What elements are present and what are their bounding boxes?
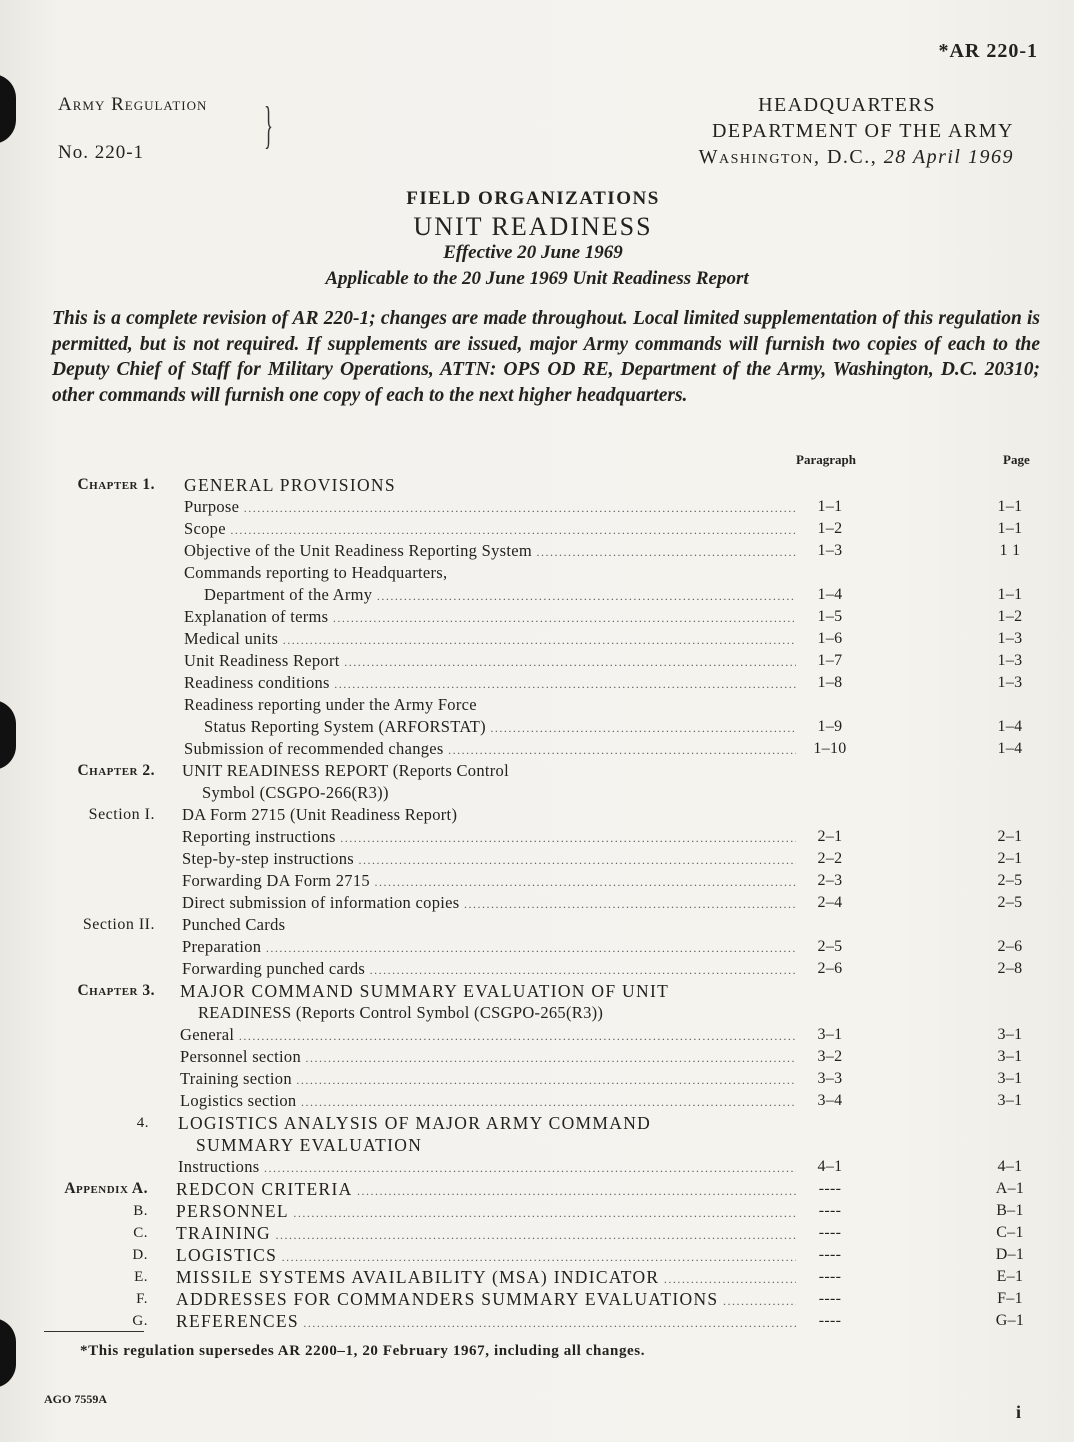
department: DEPARTMENT OF THE ARMY [711,120,1014,142]
toc-label: B. [133,1203,148,1219]
toc-page: C–1 [996,1224,1024,1241]
toc-page: 2–5 [997,872,1023,889]
toc-page: 2–6 [997,938,1023,955]
toc-entry [0,870,1074,892]
issue-date: 28 April 1969 [883,146,1014,168]
toc-page: 1–4 [997,718,1023,735]
toc-label: D. [132,1247,148,1263]
toc-paragraph: 2–6 [817,960,843,977]
toc-page: 1 1 [999,542,1021,559]
toc-paragraph: 1–9 [817,718,843,735]
toc-title: Commands reporting to Headquarters, [184,563,448,582]
toc-page: 1–3 [997,630,1023,647]
toc-page: 3–1 [997,1026,1023,1043]
toc-page: 1–4 [997,740,1023,757]
toc-title: Step-by-step instructions ..... [182,848,796,871]
toc-title: Logistics section ..... [180,1090,796,1113]
toc-paragraph: 1–10 [813,740,847,757]
toc-page: 1–1 [997,586,1023,603]
toc-label: Section II. [82,916,155,933]
toc-entry [0,606,1074,628]
toc-title: Medical units ..... [184,628,796,651]
toc-entry [0,540,1074,562]
toc-label: Chapter 1. [77,476,155,493]
toc-title: REFERENCES ..... [176,1310,796,1334]
toc-page: 1–3 [997,674,1023,691]
toc-title: PERSONNEL ..... [176,1200,796,1224]
page-number: i [1016,1402,1022,1422]
toc-label: F. [136,1291,148,1307]
toc-paragraph: 3–2 [817,1048,843,1065]
toc-paragraph: 1–4 [817,586,843,603]
toc-page: 2–1 [997,850,1023,867]
toc-label: Chapter 3. [77,982,155,999]
toc-paragraph: ---- [818,1180,842,1197]
toc-paragraph: 3–4 [817,1092,843,1109]
toc-entry [0,518,1074,540]
main-title: UNIT READINESS [413,212,653,241]
toc-paragraph: 3–1 [817,1026,843,1043]
toc-entry [0,1244,1074,1266]
toc-title: Purpose ..... [184,496,796,519]
toc-entry [0,826,1074,848]
place: Washington, D.C., [698,146,878,168]
toc-label: 4. [136,1115,149,1131]
toc-page: F–1 [997,1290,1023,1307]
toc-entry [0,1112,1074,1134]
toc-label: E. [134,1269,148,1285]
applicability: Applicable to the 20 June 1969 Unit Readiness Report [325,268,749,289]
toc-title: UNIT READINESS REPORT (Reports Control [182,761,509,780]
toc-page: 3–1 [997,1092,1023,1109]
form-code: AGO 7559A [44,1392,107,1406]
toc-title: Submission of recommended changes ..... [184,738,796,761]
toc-entry [0,1156,1074,1178]
toc-page: 2–8 [997,960,1023,977]
toc-label: Section I. [88,806,155,823]
toc-title: Readiness conditions ..... [184,672,796,695]
toc-entry [0,892,1074,914]
toc-entry [0,848,1074,870]
toc-paragraph: ---- [818,1224,842,1241]
toc-entry [0,672,1074,694]
toc-paragraph: 1–7 [817,652,843,669]
field-title: FIELD ORGANIZATIONS [406,188,660,209]
toc-label: Appendix A. [64,1180,148,1197]
toc-label: C. [133,1225,148,1241]
brace-glyph: } [264,97,273,154]
toc-title: MAJOR COMMAND SUMMARY EVALUATION OF UNIT [180,981,670,1001]
toc-title: Scope ..... [184,518,796,541]
toc-label: Chapter 2. [77,762,155,779]
toc-page: G–1 [995,1312,1025,1329]
toc-entry [0,628,1074,650]
toc-paragraph: 1–6 [817,630,843,647]
intro-paragraph: This is a complete revision of AR 220-1; changes are made throughout. Local limited supplementation of this regulation is permitted, but is not required. If supplements are issued, major Army commands will furnish two copies of each to the Deputy Chief of Staff for Military Operations, ATTN: OPS OD RE, Department of the Army, Washington, D.C. 20310; other commands will furnish one copy of each to the next higher headquarters. [52,308,1040,406]
toc-paragraph: 2–2 [817,850,843,867]
toc-paragraph: 2–3 [817,872,843,889]
regulation-number: No. 220-1 [58,142,145,163]
toc-paragraph: 1–5 [817,608,843,625]
toc-entry [0,694,1074,716]
toc-entry [0,1090,1074,1112]
toc-title: Objective of the Unit Readiness Reporting System ..... [184,540,796,563]
toc-entry [0,1046,1074,1068]
toc-paragraph: 1–8 [817,674,843,691]
toc-paragraph: ---- [818,1290,842,1307]
toc-paragraph: ---- [818,1202,842,1219]
toc-title: LOGISTICS ..... [176,1244,796,1268]
toc-entry [0,650,1074,672]
toc-title: DA Form 2715 (Unit Readiness Report) [182,805,458,824]
toc-entry [0,958,1074,980]
headquarters: HEADQUARTERS [758,94,936,116]
toc-paragraph: 1–2 [817,520,843,537]
toc-page: 3–1 [997,1070,1023,1087]
toc-entry [0,738,1074,760]
toc-entry [0,1002,1074,1024]
toc-entry [0,1178,1074,1200]
toc-title: MISSILE SYSTEMS AVAILABILITY (MSA) INDICATOR ..... [176,1266,796,1290]
toc-page: 4–1 [997,1158,1023,1175]
toc-title: Reporting instructions ..... [182,826,796,849]
toc-entry [0,1310,1074,1332]
toc-title: Punched Cards [182,915,286,934]
toc-paragraph: 4–1 [817,1158,843,1175]
toc-paragraph: 3–3 [817,1070,843,1087]
toc-entry [0,804,1074,826]
toc-title: General ..... [180,1024,796,1047]
toc-title: Forwarding punched cards ..... [182,958,796,981]
toc-entry [0,1222,1074,1244]
toc-title: Readiness reporting under the Army Force [184,695,477,714]
toc-entry [0,1266,1074,1288]
toc-label: G. [132,1313,148,1329]
toc-entry [0,980,1074,1002]
footnote-rule [44,1331,144,1332]
toc-page: 1–1 [997,520,1023,537]
toc-title: REDCON CRITERIA ..... [176,1178,796,1202]
toc-entry [0,1134,1074,1156]
toc-entry [0,474,1074,496]
toc-paragraph: 1–1 [817,498,843,515]
toc-paragraph: 2–1 [817,828,843,845]
toc-entry [0,1068,1074,1090]
regulation-type: Army Regulation [58,94,208,115]
toc-title: LOGISTICS ANALYSIS OF MAJOR ARMY COMMAND [178,1113,652,1133]
toc-page: E–1 [996,1268,1024,1285]
toc-page: 1–1 [997,498,1023,515]
toc-entry [0,936,1074,958]
page-column-header: Page [1003,452,1030,467]
document-number: *AR 220-1 [938,40,1038,62]
toc-entry [0,782,1074,804]
toc-page: 1–2 [997,608,1023,625]
toc-title: TRAINING ..... [176,1222,796,1246]
toc-page: 3–1 [997,1048,1023,1065]
toc-page: 1–3 [997,652,1023,669]
toc-page: A–1 [995,1180,1025,1197]
toc-page: B–1 [996,1202,1024,1219]
toc-entry [0,584,1074,606]
toc-entry [0,1024,1074,1046]
toc-paragraph: ---- [818,1312,842,1329]
toc-paragraph: ---- [818,1246,842,1263]
toc-entry [0,716,1074,738]
toc-title: Explanation of terms ..... [184,606,796,629]
toc-page: D–1 [995,1246,1025,1263]
toc-page: 2–1 [997,828,1023,845]
toc-title: Training section ..... [180,1068,796,1091]
toc-paragraph: 1–3 [817,542,843,559]
toc-title: Direct submission of information copies ..... [182,892,796,915]
toc-entry [0,496,1074,518]
toc-title: Symbol (CSGPO-266(R3)) [202,783,389,802]
toc-title: SUMMARY EVALUATION [196,1135,423,1155]
toc-paragraph: 2–5 [817,938,843,955]
paragraph-column-header: Paragraph [796,452,856,467]
toc-page: 2–5 [997,894,1023,911]
toc-title: Forwarding DA Form 2715 ..... [182,870,796,893]
toc-title: Department of the Army ..... [204,584,796,607]
toc-entry [0,562,1074,584]
toc-title: READINESS (Reports Control Symbol (CSGPO-265(R3)) [198,1003,604,1022]
toc-title: Preparation ..... [182,936,796,959]
toc-paragraph: 2–4 [817,894,843,911]
toc-entry [0,1200,1074,1222]
toc-entry [0,914,1074,936]
toc-title: Instructions ..... [178,1156,796,1179]
toc-title: Personnel section ..... [180,1046,796,1069]
toc-title: Unit Readiness Report ..... [184,650,796,673]
toc-paragraph: ---- [818,1268,842,1285]
toc-title: GENERAL PROVISIONS [184,475,396,495]
toc-title: Status Reporting System (ARFORSTAT) ..... [204,716,796,739]
footnote: *This regulation supersedes AR 2200–1, 20 February 1967, including all changes. [80,1343,646,1359]
toc-title: ADDRESSES FOR COMMANDERS SUMMARY EVALUATIONS ..... [176,1288,796,1312]
toc-entry [0,760,1074,782]
toc-entry [0,1288,1074,1310]
effective-date: Effective 20 June 1969 [443,242,623,263]
